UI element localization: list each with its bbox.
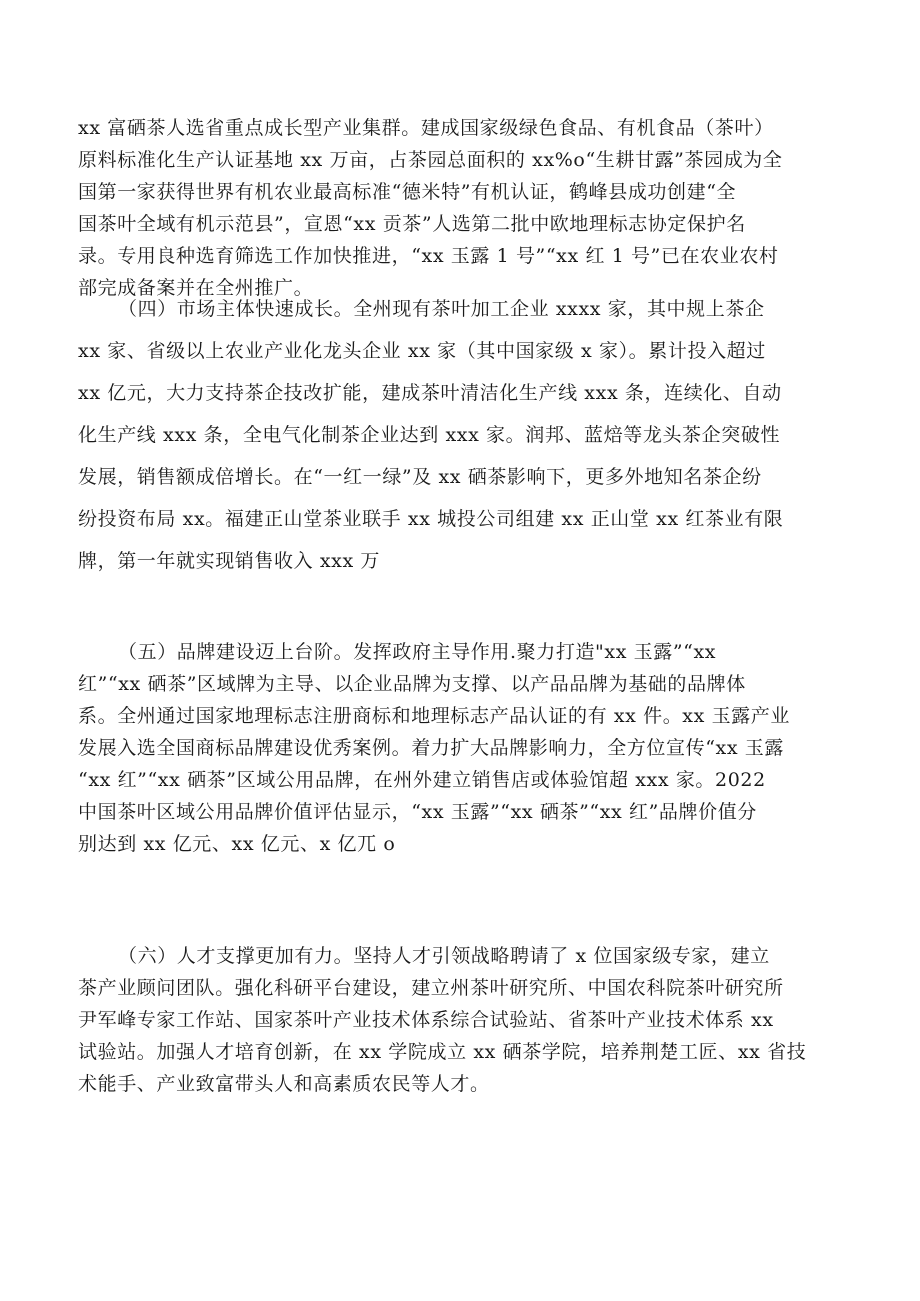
text-line: “xx 红”“xx 硒茶”区域公用品牌，在州外建立销售店或体验馆超 xxx 家。2022 [78,769,766,791]
text-line: xx 富硒茶人选省重点成长型产业集群。建成国家级绿色食品、有机食品（茶叶） [78,117,774,139]
text-line: 牌，第一年就实现销售收入 xxx 万 [78,550,381,572]
text-line: 发展，销售额成倍增长。在“一红一绿”及 xx 硒茶影响下，更多外地知名茶企纷 [78,466,762,488]
text-line: 部完成备案并在全州推广。 [78,277,314,299]
paragraph-section-4 [78,288,848,582]
paragraph-section-5 [78,636,848,860]
section-heading-line: （四）市场主体快速成长。全州现有茶叶加工企业 xxxx 家，其中规上茶企 [118,298,765,320]
text-line: 试验站。加强人才培育创新，在 xx 学院成立 xx 硒茶学院，培养荆楚工匠、xx 省技 [78,1041,807,1063]
text-line: 别达到 xx 亿元、xx 亿元、x 亿兀 o [78,833,396,855]
text-line: 原料标准化生产认证基地 xx 万亩，占茶园总面积的 xx%o“生耕甘露”茶园成为全 [78,149,783,171]
text-line: 尹军峰专家工作站、国家茶叶产业技术体系综合试验站、省茶叶产业技术体系 xx [78,1009,774,1031]
text-line: 中国茶叶区域公用品牌价值评估显示，“xx 玉露”“xx 硒茶”“xx 红”品牌价值分 [78,801,757,823]
text-line: 术能手、产业致富带头人和高素质农民等人才。 [78,1073,490,1095]
text-line: 纷投资布局 xx。福建正山堂茶业联手 xx 城投公司组建 xx 正山堂 xx 红茶业有限 [78,508,784,530]
text-line: 化生产线 xxx 条，全电气化制茶企业达到 xxx 家。润邦、蓝焙等龙头茶企突破性 [78,424,781,446]
text-line: 茶产业顾问团队。强化科研平台建设，建立州茶叶研究所、中国农科院茶叶研究所 [78,977,784,999]
text-line: 录。专用良种选育筛选工作加快推进，“xx 玉露 1 号”“xx 红 1 号”已在农业农村 [78,245,779,267]
paragraph-section-6 [78,940,848,1100]
text-line: 发展入选全国商标品牌建设优秀案例。着力扩大品牌影响力，全方位宣传“xx 玉露 [78,737,784,759]
text-line: 国第一家获得世界有机农业最高标准“德米特”有机认证，鹤峰县成功创建“全 [78,181,737,203]
text-line: xx 亿元，大力支持茶企技改扩能，建成茶叶清洁化生产线 xxx 条，连续化、自动 [78,382,782,404]
section-heading-line: （六）人才支撑更加有力。坚持人才引领战略聘请了 x 位国家级专家，建立 [118,945,770,967]
text-line: 国茶叶全域有机示范县”，宣恩“xx 贡茶”人选第二批中欧地理标志协定保护名 [78,213,746,235]
text-line: 系。全州通过国家地理标志注册商标和地理标志产品认证的有 xx 件。xx 玉露产业 [78,705,790,727]
text-line: xx 家、省级以上农业产业化龙头企业 xx 家（其中国家级 x 家）。累计投入超过 [78,340,766,362]
section-heading-line: （五）品牌建设迈上台阶。发挥政府主导作用.聚力打造"xx 玉露”“xx [118,641,717,663]
paragraph-intro-continued [78,112,848,304]
text-line: 红”“xx 硒茶”区域牌为主导、以企业品牌为支撑、以产品品牌为基础的品牌体 [78,673,746,695]
